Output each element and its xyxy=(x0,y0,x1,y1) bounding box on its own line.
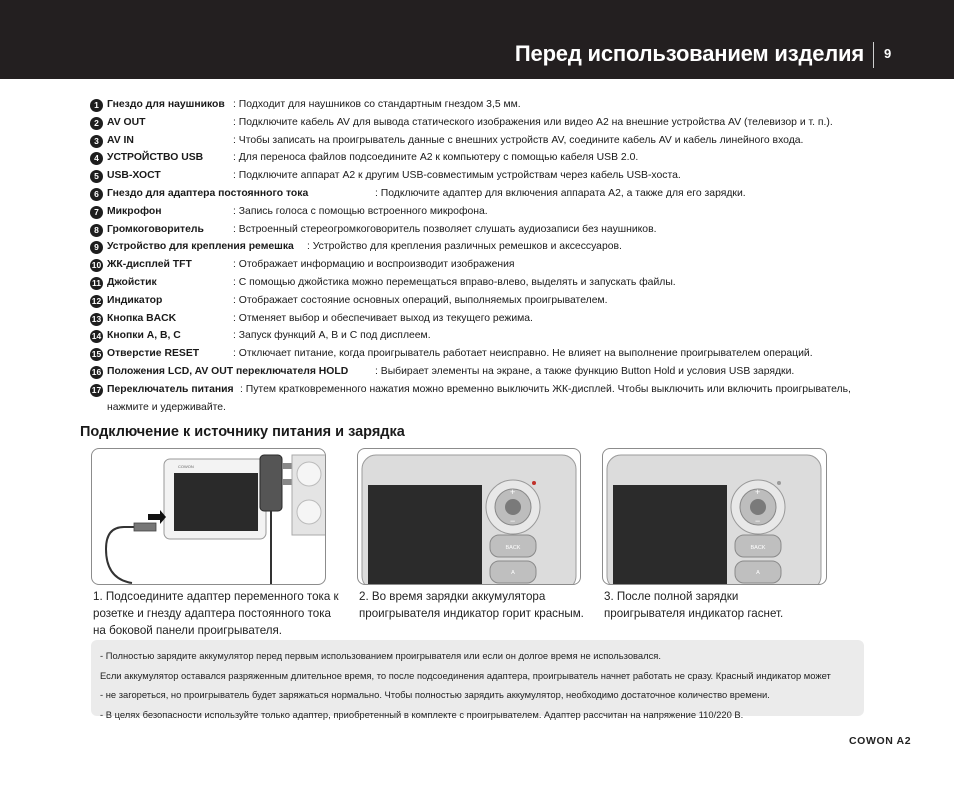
socket xyxy=(297,462,321,486)
minus-icon: − xyxy=(510,516,516,526)
list-item xyxy=(90,274,890,292)
feature-description: : Подходит для наушников со стандартным гнездом 3,5 мм. xyxy=(233,99,521,110)
number-badge: 9 xyxy=(90,241,103,254)
feature-description: : Чтобы записать на проигрыватель данные с внешних устройств AV, соедините кабель AV и кабель линейного входа. xyxy=(233,134,804,146)
number-badge: 11 xyxy=(92,277,101,288)
list-item xyxy=(90,327,890,345)
list-item xyxy=(90,203,890,221)
feature-label: Положения LCD, AV OUT переключателя HOLD xyxy=(107,365,349,377)
charging-red-illustration xyxy=(358,449,581,585)
figure-charging-complete xyxy=(602,448,827,585)
note-line: - В целях безопасности используйте только адаптер, приобретенный в комплекте с проигрывателем. Адаптер рассчитан на напряжение 110/220 В. xyxy=(100,708,744,720)
number-badge: 10 xyxy=(91,260,102,271)
feature-label: Переключатель питания xyxy=(107,383,234,395)
feature-description: : Выбирает элементы на экране, а также функцию Button Hold и условия USB зарядки. xyxy=(375,365,795,377)
feature-description: : Подключите адаптер для включения аппарата A2, а также для его зарядки. xyxy=(375,187,746,199)
feature-description-continued: нажмите и удерживайте. xyxy=(107,401,226,413)
feature-description: : Отображает состояние основных операций, выполняемых проигрывателем. xyxy=(233,294,608,306)
number-badge: 8 xyxy=(90,224,103,237)
power-cable xyxy=(106,527,147,583)
note-line: - не загореться, но проигрыватель будет заряжаться нормально. Чтобы полностью зарядить аккумулятор, необходимо достаточное количество времени. xyxy=(100,689,770,700)
list-item xyxy=(90,363,890,381)
number-badge: 4 xyxy=(90,152,103,165)
list-item xyxy=(90,185,890,203)
caption-step-3 xyxy=(604,588,834,622)
caption-line: 2. Во время зарядки аккумулятора xyxy=(359,590,546,603)
a-label: A xyxy=(756,570,760,576)
feature-label: Гнездо для наушников xyxy=(107,99,225,110)
feature-description: : С помощью джойстика можно перемещаться вправо-влево, выделять и запускать файлы. xyxy=(233,276,676,288)
feature-label: Отверстие RESET xyxy=(107,348,200,360)
adapter-prong xyxy=(282,463,292,469)
caption-line: розетке и гнезду адаптера постоянного тока xyxy=(93,607,331,620)
figure-adapter-connection xyxy=(91,448,326,585)
list-item xyxy=(90,292,890,310)
adapter-prong xyxy=(282,479,292,485)
number-badge: 3 xyxy=(90,135,103,148)
caption-line: 1. Подсоедините адаптер переменного тока к xyxy=(93,590,339,603)
page-number: 9 xyxy=(884,46,892,61)
list-item xyxy=(90,256,890,274)
number-badge: 16 xyxy=(91,366,102,377)
list-item xyxy=(90,381,890,417)
number-badge: 17 xyxy=(91,384,102,395)
feature-description: : Подключите аппарат A2 к другим USB-совместимым устройствам через кабель USB-хоста. xyxy=(233,170,681,182)
arrow-icon xyxy=(148,510,166,524)
feature-label: Устройство для крепления ремешка xyxy=(107,241,294,253)
player-screen xyxy=(613,485,727,585)
feature-description: : Для переноса файлов подсоедините A2 к компьютеру с помощью кабеля USB 2.0. xyxy=(233,152,639,164)
feature-list xyxy=(90,96,890,417)
page-header xyxy=(0,0,954,79)
feature-label: Микрофон xyxy=(107,205,162,217)
socket xyxy=(297,500,321,524)
adapter-connection-illustration xyxy=(92,449,326,585)
number-badge: 6 xyxy=(90,188,103,201)
plus-icon: + xyxy=(755,487,761,497)
number-badge: 2 xyxy=(90,117,103,130)
section-title: Подключение к источнику питания и зарядка xyxy=(80,424,405,440)
list-item xyxy=(90,132,890,150)
feature-label: Индикатор xyxy=(107,294,163,306)
number-badge: 1 xyxy=(90,99,103,112)
feature-description: : Подключите кабель AV для вывода статического изображения или видео A2 на внешние устройства AV (телевизор и т. п.). xyxy=(233,116,833,128)
footer-model: COWON A2 xyxy=(849,735,912,747)
a-label: A xyxy=(511,570,515,576)
plus-icon: + xyxy=(510,487,516,497)
device-brand: COWON xyxy=(178,464,194,469)
feature-description: : Отключает питание, когда проигрыватель работает неисправно. Не влияет на выполнение проигрывателем операций. xyxy=(233,348,813,360)
indicator-light-red xyxy=(532,481,536,485)
caption-line: проигрывателя индикатор горит красным. xyxy=(359,607,584,620)
feature-label: USB-ХОСТ xyxy=(107,170,161,182)
caption-line: проигрывателя индикатор гаснет. xyxy=(604,607,784,620)
feature-label: УСТРОЙСТВО USB xyxy=(107,152,204,164)
joystick-center xyxy=(505,499,521,515)
feature-label: Джойстик xyxy=(107,276,157,288)
page-title: Перед использованием изделия xyxy=(514,41,864,66)
feature-description: : Путем кратковременного нажатия можно временно выключить ЖК-дисплей. Чтобы выключить или включить проигрыватель, xyxy=(240,383,851,395)
list-item xyxy=(90,114,890,132)
caption-step-1 xyxy=(93,588,348,639)
list-item xyxy=(90,96,890,114)
number-badge: 14 xyxy=(91,331,102,342)
ac-adapter xyxy=(260,455,282,511)
list-item xyxy=(90,345,890,363)
number-badge: 7 xyxy=(90,206,103,219)
list-item xyxy=(90,238,890,256)
player-screen xyxy=(368,485,482,585)
caption-line: на боковой панели проигрывателя. xyxy=(93,624,283,637)
player-screen xyxy=(174,473,258,531)
number-badge: 12 xyxy=(91,295,102,306)
feature-label: Гнездо для адаптера постоянного тока xyxy=(107,187,309,199)
header-divider xyxy=(873,42,874,68)
note-line: - Полностью зарядите аккумулятор перед первым использованием проигрывателя или если он долгое время не использовался. xyxy=(100,650,661,661)
figure-charging-red xyxy=(357,448,581,585)
minus-icon: − xyxy=(755,516,761,526)
feature-description: : Запуск функций A, B и C под дисплеем. xyxy=(233,330,431,342)
note-box xyxy=(91,640,864,720)
feature-description: : Отображает информацию и воспроизводит изображения xyxy=(233,259,515,271)
feature-label: AV IN xyxy=(107,134,134,146)
list-item xyxy=(90,221,890,239)
caption-step-2 xyxy=(359,588,594,622)
feature-description: : Отменяет выбор и обеспечивает выход из текущего режима. xyxy=(233,312,533,324)
list-item xyxy=(90,167,890,185)
list-item xyxy=(90,149,890,167)
note-line: Если аккумулятор оставался разряженным длительное время, то после подсоединения адаптера, проигрыватель начнет работать не сразу. Красный индикатор может xyxy=(100,669,831,681)
feature-label: Кнопки A, B, C xyxy=(107,330,181,342)
back-label: BACK xyxy=(505,545,521,551)
number-badge: 13 xyxy=(91,313,102,324)
feature-label: AV OUT xyxy=(107,116,146,128)
feature-description: : Устройство для крепления различных ремешков и аксессуаров. xyxy=(307,241,622,253)
dc-plug xyxy=(134,523,156,531)
number-badge: 5 xyxy=(90,170,103,183)
feature-description: : Встроенный стереогромкоговоритель позволяет слушать аудиозаписи без наушников. xyxy=(233,223,657,235)
feature-label: Громкоговоритель xyxy=(107,223,204,235)
number-badge: 15 xyxy=(91,349,102,360)
feature-label: Кнопка BACK xyxy=(107,312,177,324)
charging-complete-illustration xyxy=(603,449,827,585)
feature-description: : Запись голоса с помощью встроенного микрофона. xyxy=(233,205,488,217)
joystick-center xyxy=(750,499,766,515)
list-item xyxy=(90,310,890,328)
indicator-light-off xyxy=(777,481,781,485)
caption-line: 3. После полной зарядки xyxy=(604,590,739,603)
feature-label: ЖК-дисплей TFT xyxy=(107,259,192,271)
back-label: BACK xyxy=(750,545,766,551)
